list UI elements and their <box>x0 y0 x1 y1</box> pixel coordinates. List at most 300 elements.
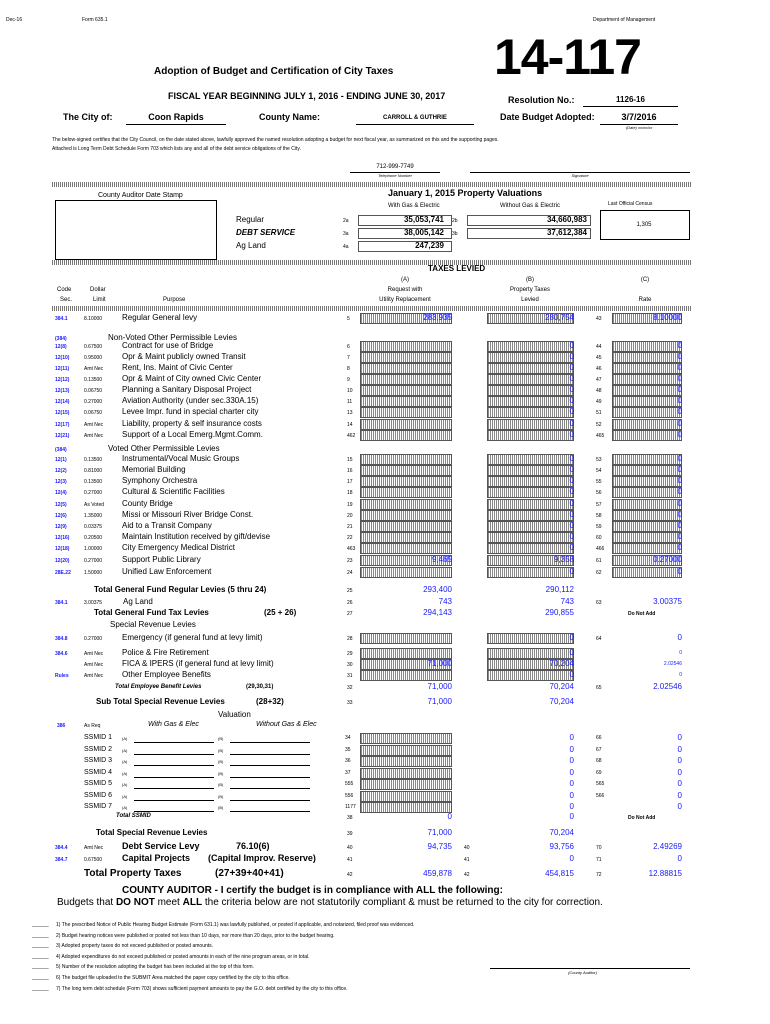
levy-purpose: Unified Law Enforcement <box>122 567 212 576</box>
line-code: 32 <box>347 685 353 691</box>
debt-service-label: Debt Service Levy <box>122 841 200 851</box>
ssmid-label: SSMID 3 <box>84 757 113 764</box>
dollar-limit: 0.27000 <box>84 636 103 642</box>
line-code: 466 <box>596 546 605 552</box>
line-code: 60 <box>596 535 602 541</box>
line-code: 3b <box>452 231 458 237</box>
rate-value: 0 <box>677 465 682 474</box>
rate-value: 2.02546 <box>663 661 682 667</box>
line-code: 5 <box>347 316 350 322</box>
rate-value: 0 <box>677 363 682 372</box>
code-header: Code <box>57 287 72 293</box>
resolution-label: Resolution No.: <box>508 95 575 105</box>
valuations-title: January 1, 2015 Property Valuations <box>388 188 543 198</box>
dollar-limit: 0.13500 <box>84 377 103 383</box>
levy-purpose: Other Employee Benefits <box>122 670 211 679</box>
auditor-certification: COUNTY AUDITOR - I certify the budget is in compliance with ALL the following: <box>122 885 503 896</box>
rate-value: 0 <box>677 745 682 754</box>
line-code: 2b <box>452 218 458 224</box>
dollar-limit: 0.20500 <box>84 535 103 541</box>
ssmid-b-tag: (B) <box>218 736 224 741</box>
with-gas-header: With Gas & Electric <box>388 203 440 209</box>
col-c-header: (C) <box>640 277 650 283</box>
code-sec: 384.4 <box>55 845 68 851</box>
line-code: 68 <box>596 758 602 764</box>
line-code: 44 <box>596 344 602 350</box>
line-code: 555 <box>345 781 354 787</box>
request-cell <box>360 465 452 476</box>
levied-value: 70,204 <box>549 659 574 668</box>
special-revenue-header: Special Revenue Levies <box>110 620 196 629</box>
checklist-blank: ______ <box>32 964 49 971</box>
dollar-limit: As Voted <box>84 502 105 508</box>
ssmid-a-tag: (A) <box>122 794 128 799</box>
levied-value: 0 <box>569 791 574 800</box>
request-cell <box>360 499 452 510</box>
code-sec: 12(15) <box>55 410 70 416</box>
request-cell <box>360 407 452 418</box>
dollar-limit: 0.67500 <box>84 344 103 350</box>
request-cell <box>360 532 452 543</box>
rate-value: 0 <box>677 454 682 463</box>
valuation-label-ag: Ag Land <box>236 241 266 250</box>
levied-value: 0 <box>569 487 574 496</box>
line-code: 1177 <box>345 804 356 810</box>
request-value: 9,465 <box>431 555 452 564</box>
levy-purpose: Contract for use of Bridge <box>122 341 214 350</box>
total-property-taxes-b: 454,815 <box>545 869 574 878</box>
levied-value: 0 <box>569 510 574 519</box>
debt-service-rate: 2.49269 <box>653 842 682 851</box>
valuation-debt-without: 37,612,384 <box>546 228 587 237</box>
code-sec: 12(14) <box>55 399 70 405</box>
code-sec: 12(8) <box>55 344 67 350</box>
ssmid-label: SSMID 2 <box>84 746 113 753</box>
line-code: 16 <box>347 468 353 474</box>
rate-value: 0 <box>677 532 682 541</box>
checklist-item: 6) The budget file uploaded to the SUBMIT Area matched the paper copy certified by the city to this office. <box>56 975 290 981</box>
request-cell <box>360 543 452 554</box>
line-code: 24 <box>347 570 353 576</box>
request-cell <box>360 791 452 802</box>
rate-value: 0 <box>677 633 682 642</box>
line-code: 70 <box>596 845 602 851</box>
request-cell <box>360 385 452 396</box>
code-sec: 12(6) <box>55 513 67 519</box>
dollar-limit: 0.06750 <box>84 410 103 416</box>
line-code: 3a <box>343 231 349 237</box>
dollar-limit: 1.50000 <box>84 570 103 576</box>
levied-value: 0 <box>569 521 574 530</box>
total-general-tax-label: Total General Fund Tax Levies <box>94 608 209 617</box>
dollar-limit: 0.13500 <box>84 457 103 463</box>
line-code: 55 <box>596 479 602 485</box>
date-adopted-label: Date Budget Adopted: <box>500 112 595 122</box>
department-name: Department of Management <box>593 17 656 23</box>
without-gas-header: Without Gas & Electric <box>500 203 561 209</box>
total-special-revenue-label: Total Special Revenue Levies <box>96 828 208 837</box>
dollar-limit: 0.06750 <box>84 388 103 394</box>
levy-purpose: Cultural & Scientific Facilities <box>122 487 225 496</box>
capital-projects-ref: (Capital Improv. Reserve) <box>208 853 316 863</box>
line-code: 71 <box>596 857 602 863</box>
request-cell <box>360 476 452 487</box>
request-cell <box>360 670 452 681</box>
line-code: 57 <box>596 502 602 508</box>
levy-purpose: City Emergency Medical District <box>122 543 235 552</box>
ssmid-label: SSMID 4 <box>84 769 113 776</box>
levy-purpose: Maintain Institution received by gift/devise <box>122 532 271 541</box>
ssmid-without-gas-header: Without Gas & Elec <box>256 721 317 728</box>
line-code: 54 <box>596 468 602 474</box>
line-code: 4a <box>343 244 349 250</box>
rate-value: 0 <box>677 352 682 361</box>
col-b-header: Property Taxes <box>510 287 550 293</box>
dollar-limit: 1.00000 <box>84 546 103 552</box>
checklist-item: 1) The prescribed Notice of Public Hearing Budget Estimate (Form 631.1) was lawfully published, or posted if applicable, and notarized, filed proof was evidenced. <box>56 922 415 928</box>
code-sec: 12(12) <box>55 377 70 383</box>
rate-value: 0 <box>677 385 682 394</box>
levied-value: 0 <box>569 633 574 642</box>
ssmid-a-tag: (A) <box>122 748 128 753</box>
levied-value: 0 <box>569 465 574 474</box>
line-code: 40 <box>347 845 353 851</box>
levy-purpose: Planning a Sanitary Disposal Project <box>122 385 252 394</box>
ag-land-a: 743 <box>438 597 452 606</box>
code-sec: 12(21) <box>55 433 70 439</box>
levy-purpose: Non-Voted Other Permissible Levies <box>108 333 237 342</box>
levied-value: 0 <box>569 385 574 394</box>
ssmid-b-tag: (B) <box>218 782 224 787</box>
dollar-limit: 0.27000 <box>84 558 103 564</box>
ssmid-with-line <box>134 765 214 766</box>
levied-value: 0 <box>569 756 574 765</box>
total-property-taxes-a: 459,878 <box>423 869 452 878</box>
code-sec: 384.7 <box>55 857 68 863</box>
checklist-item: 7) The long term debt schedule (Form 703) shows sufficient payment amounts to pay the G.O. debt certified by the city to this office. <box>56 985 348 992</box>
county-label: County Name: <box>259 112 321 122</box>
rate-value: 0 <box>677 499 682 508</box>
do-not-add-label: Do Not Add <box>628 815 656 821</box>
line-code: 10 <box>347 388 353 394</box>
request-cell <box>360 648 452 659</box>
levied-value: 0 <box>569 341 574 350</box>
total-general-tax-a: 294,143 <box>423 608 452 617</box>
employee-benefit-b: 70,204 <box>549 682 574 691</box>
capital-projects-b: 0 <box>569 854 574 863</box>
col-a-header: Utility Replacement <box>379 297 431 303</box>
dollar-limit: Amt Nec <box>84 433 104 439</box>
valuation-label-regular: Regular <box>236 215 265 224</box>
line-code: 26 <box>347 600 353 606</box>
limit-header: Limit <box>93 297 106 303</box>
total-ssmid-label: Total SSMID <box>116 813 151 819</box>
purpose-header: Purpose <box>163 297 186 303</box>
line-code: 51 <box>596 410 602 416</box>
col-b-header: (B) <box>526 277 534 283</box>
col-c-header: Rate <box>638 297 652 303</box>
request-cell <box>360 802 452 813</box>
code-sec: 12(9) <box>55 524 67 530</box>
line-code: 56 <box>596 490 602 496</box>
levy-purpose: Symphony Orchestra <box>122 476 198 485</box>
dollar-limit: 8.10000 <box>84 316 103 322</box>
line-code: 565 <box>596 781 605 787</box>
rate-value: 0 <box>677 374 682 383</box>
dollar-header: Dollar <box>90 287 106 293</box>
dollar-limit: Amt Nec <box>84 422 104 428</box>
line-code: 48 <box>596 388 602 394</box>
levy-purpose: Aid to a Transit Company <box>122 521 212 530</box>
levy-purpose: Aviation Authority (under sec.330A.15) <box>122 396 259 405</box>
request-cell <box>360 419 452 430</box>
line-code: 52 <box>596 422 602 428</box>
line-code: 6 <box>347 344 350 350</box>
request-value: 283,935 <box>423 313 452 322</box>
ssmid-with-line <box>134 742 214 743</box>
code-sec: Rules <box>55 673 69 679</box>
request-cell <box>360 487 452 498</box>
levied-value: 0 <box>569 476 574 485</box>
rate-value: 0 <box>677 487 682 496</box>
request-cell <box>360 374 452 385</box>
dollar-limit: 0.27000 <box>84 399 103 405</box>
sec-header: Sec. <box>60 297 73 303</box>
levy-purpose: Opr & Maint of City owned Civic Center <box>122 374 262 383</box>
valuation-regular-without: 34,660,983 <box>546 215 587 224</box>
request-cell <box>360 352 452 363</box>
page-title: Adoption of Budget and Certification of City Taxes <box>154 66 394 77</box>
ssmid-without-line <box>230 754 310 755</box>
line-code: 8 <box>347 366 350 372</box>
code-sec: 386 <box>57 723 66 729</box>
line-code: 39 <box>347 831 353 837</box>
levy-purpose: County Bridge <box>122 499 173 508</box>
line-code: 49 <box>596 399 602 405</box>
ssmid-b-tag: (B) <box>218 805 224 810</box>
checklist-item: 5) Number of the resolution adopting the budget has been included at the top of this form. <box>56 964 254 971</box>
code-sec: 384.6 <box>55 651 68 657</box>
ssmid-label: SSMID 1 <box>84 734 113 741</box>
cert-text-1: The below-signed certifies that the City Council, on the date stated above, lawfully approved the named resolution adopting a budget for next fiscal year, as summarized on this and the supporting pages. <box>52 137 499 143</box>
rate-value: 0 <box>677 802 682 811</box>
line-code: 11 <box>347 399 353 405</box>
signature-label: Signature <box>571 173 589 178</box>
checklist-item: 4) Adopted expenditures do not exceed published or posted amounts in each of the nine program areas, or in total. <box>56 953 310 960</box>
ssmid-with-line <box>134 800 214 801</box>
line-code: 47 <box>596 377 602 383</box>
code-sec: 12(3) <box>55 479 67 485</box>
phone-label: Telephone Number <box>378 173 412 178</box>
levied-value: 0 <box>569 567 574 576</box>
levied-value: 0 <box>569 430 574 439</box>
ssmid-without-line <box>230 800 310 801</box>
ssmid-label: SSMID 5 <box>84 780 113 787</box>
levied-value: 0 <box>569 802 574 811</box>
subtotal-special-sum: (28+32) <box>256 697 284 706</box>
line-code: 63 <box>596 600 602 606</box>
checklist-item: 2) Budget hearing notices were published or posted not less than 10 days, nor more than 20 days, prior to the budget hearing. <box>56 932 335 939</box>
line-code: 21 <box>347 524 353 530</box>
rate-value: 0 <box>677 430 682 439</box>
rate-value: 0 <box>677 756 682 765</box>
levied-value: 9,358 <box>553 555 574 564</box>
line-code: 40 <box>464 845 470 851</box>
ssmid-without-line <box>230 811 310 812</box>
dollar-limit: 3.00375 <box>84 600 103 606</box>
rate-value: 0 <box>677 791 682 800</box>
dollar-limit: 1.35000 <box>84 513 103 519</box>
request-cell <box>360 521 452 532</box>
levy-purpose: Rent, Ins. Maint of Civic Center <box>122 363 233 372</box>
census-label: Last Official Census <box>608 201 653 207</box>
dollar-limit: 0.03375 <box>84 524 103 530</box>
levied-value: 0 <box>569 779 574 788</box>
request-cell <box>360 779 452 790</box>
levied-value: 0 <box>569 532 574 541</box>
auditor-stamp-label: County Auditor Date Stamp <box>98 192 183 199</box>
county-name: CARROLL & GUTHRIE <box>383 115 447 121</box>
line-code: 36 <box>345 758 351 764</box>
levied-value: 0 <box>569 374 574 383</box>
levied-value: 0 <box>569 352 574 361</box>
employee-benefit-rate: 2.02546 <box>653 682 682 691</box>
dollar-limit: Amt Nec <box>84 662 104 668</box>
request-cell <box>360 567 452 578</box>
rate-value: 0 <box>677 567 682 576</box>
line-code: 34 <box>345 735 351 741</box>
code-sec: 12(13) <box>55 388 70 394</box>
levy-purpose: FICA & IPERS (if general fund at levy limit) <box>122 659 274 668</box>
capital-projects-label: Capital Projects <box>122 853 191 863</box>
line-code: 465 <box>596 433 605 439</box>
total-special-revenue-a: 71,000 <box>427 828 452 837</box>
levied-value: 0 <box>569 419 574 428</box>
code-sec: 12(2) <box>55 468 67 474</box>
total-property-taxes-rate: 12.88815 <box>648 869 682 878</box>
line-code: 30 <box>347 662 353 668</box>
levied-value: 0 <box>569 733 574 742</box>
levied-value: 0 <box>569 363 574 372</box>
levy-purpose: Levee Impr. fund in special charter city <box>122 407 259 416</box>
dollar-limit: As Req <box>84 723 101 729</box>
dollar-limit: Amt Nec <box>84 673 104 679</box>
line-code: 59 <box>596 524 602 530</box>
rate-value: 0 <box>677 543 682 552</box>
rate-value: 0 <box>677 521 682 530</box>
line-code: 42 <box>464 872 470 878</box>
line-code: 61 <box>596 558 602 564</box>
total-property-taxes-sum: (27+39+40+41) <box>215 868 284 879</box>
city-name: Coon Rapids <box>148 112 204 122</box>
ssmid-with-gas-header: With Gas & Elec <box>148 721 199 728</box>
ssmid-with-line <box>134 777 214 778</box>
ssmid-without-line <box>230 765 310 766</box>
ssmid-a-tag: (A) <box>122 782 128 787</box>
fiscal-year: FISCAL YEAR BEGINNING JULY 1, 2016 - ENDING JUNE 30, 2017 <box>168 91 446 101</box>
line-code: 67 <box>596 747 602 753</box>
levied-value: 0 <box>569 454 574 463</box>
ssmid-without-line <box>230 777 310 778</box>
subtotal-special-label: Sub Total Special Revenue Levies <box>96 697 225 706</box>
request-cell <box>360 396 452 407</box>
date-hint: (Date) xx/xx/xx <box>625 125 653 130</box>
levy-purpose: Support Public Library <box>122 555 201 564</box>
rate-value: 0 <box>679 650 682 656</box>
ssmid-a-tag: (A) <box>122 771 128 776</box>
rate-value: 8.10000 <box>653 313 682 322</box>
rate-value: 0 <box>677 510 682 519</box>
debt-service-ref: 76.10(6) <box>236 841 270 851</box>
subtotal-special-b: 70,204 <box>549 697 574 706</box>
line-code: 64 <box>596 636 602 642</box>
line-code: 9 <box>347 377 350 383</box>
checklist-blank: ______ <box>32 932 49 939</box>
line-code: 31 <box>347 673 353 679</box>
form-big-number: 14-117 <box>494 29 641 85</box>
code-sec: 384.8 <box>55 636 68 642</box>
total-special-revenue-b: 70,204 <box>549 828 574 837</box>
dollar-limit: Amt Nec <box>84 845 104 851</box>
taxes-levied-title: TAXES LEVIED <box>428 264 486 273</box>
request-cell <box>360 430 452 441</box>
line-code: 72 <box>596 872 602 878</box>
levy-purpose: Support of a Local Emerg.Mgmt.Comm. <box>122 430 263 439</box>
code-sec: 384.1 <box>55 316 68 322</box>
checklist-blank: ______ <box>32 975 49 981</box>
debt-service-a: 94,735 <box>427 842 452 851</box>
rate-value: 0 <box>677 419 682 428</box>
line-code: 29 <box>347 651 353 657</box>
levied-value: 0 <box>569 543 574 552</box>
debt-service-b: 93,756 <box>549 842 574 851</box>
levied-value: 0 <box>569 396 574 405</box>
rate-value: 0 <box>677 341 682 350</box>
rate-value: 0.27000 <box>653 555 682 564</box>
rate-value: 0 <box>677 779 682 788</box>
ag-land-b: 743 <box>560 597 574 606</box>
employee-benefit-total-label: Total Employee Benefit Levies <box>115 684 202 690</box>
ssmid-b-tag: (B) <box>218 771 224 776</box>
code-sec: 12(11) <box>55 366 70 372</box>
request-cell <box>360 341 452 352</box>
dollar-limit: Amt Nec <box>84 651 104 657</box>
line-code: 58 <box>596 513 602 519</box>
line-code: 566 <box>596 793 605 799</box>
valuation-label: Valuation <box>218 710 251 719</box>
auditor-criteria: Budgets that DO NOT meet ALL the criteria below are not statutorily compliant & must be returned to the city for correction. <box>57 897 603 908</box>
levy-purpose: Memorial Building <box>122 465 186 474</box>
rate-value: 0 <box>677 733 682 742</box>
levied-value: 0 <box>569 499 574 508</box>
line-code: 46 <box>596 366 602 372</box>
levied-value: 0 <box>569 648 574 657</box>
code-sec: 12(16) <box>55 535 70 541</box>
levy-purpose: Opr & Maint publicly owned Transit <box>122 352 246 361</box>
line-code: 23 <box>347 558 353 564</box>
line-code: 14 <box>347 422 353 428</box>
code-sec: 12(20) <box>55 558 70 564</box>
code-sec: 12(5) <box>55 502 67 508</box>
total-general-tax-sum: (25 + 26) <box>264 608 297 617</box>
total-ssmid-b: 0 <box>569 812 574 821</box>
levy-purpose: Liability, property & self insurance costs <box>122 419 262 428</box>
col-b-header: Levied <box>521 297 539 303</box>
line-code: 462 <box>347 433 356 439</box>
ssmid-a-tag: (A) <box>122 805 128 810</box>
total-general-regular-label: Total General Fund Regular Levies (5 thru 24) <box>94 585 267 594</box>
checklist-blank: ______ <box>32 985 49 992</box>
